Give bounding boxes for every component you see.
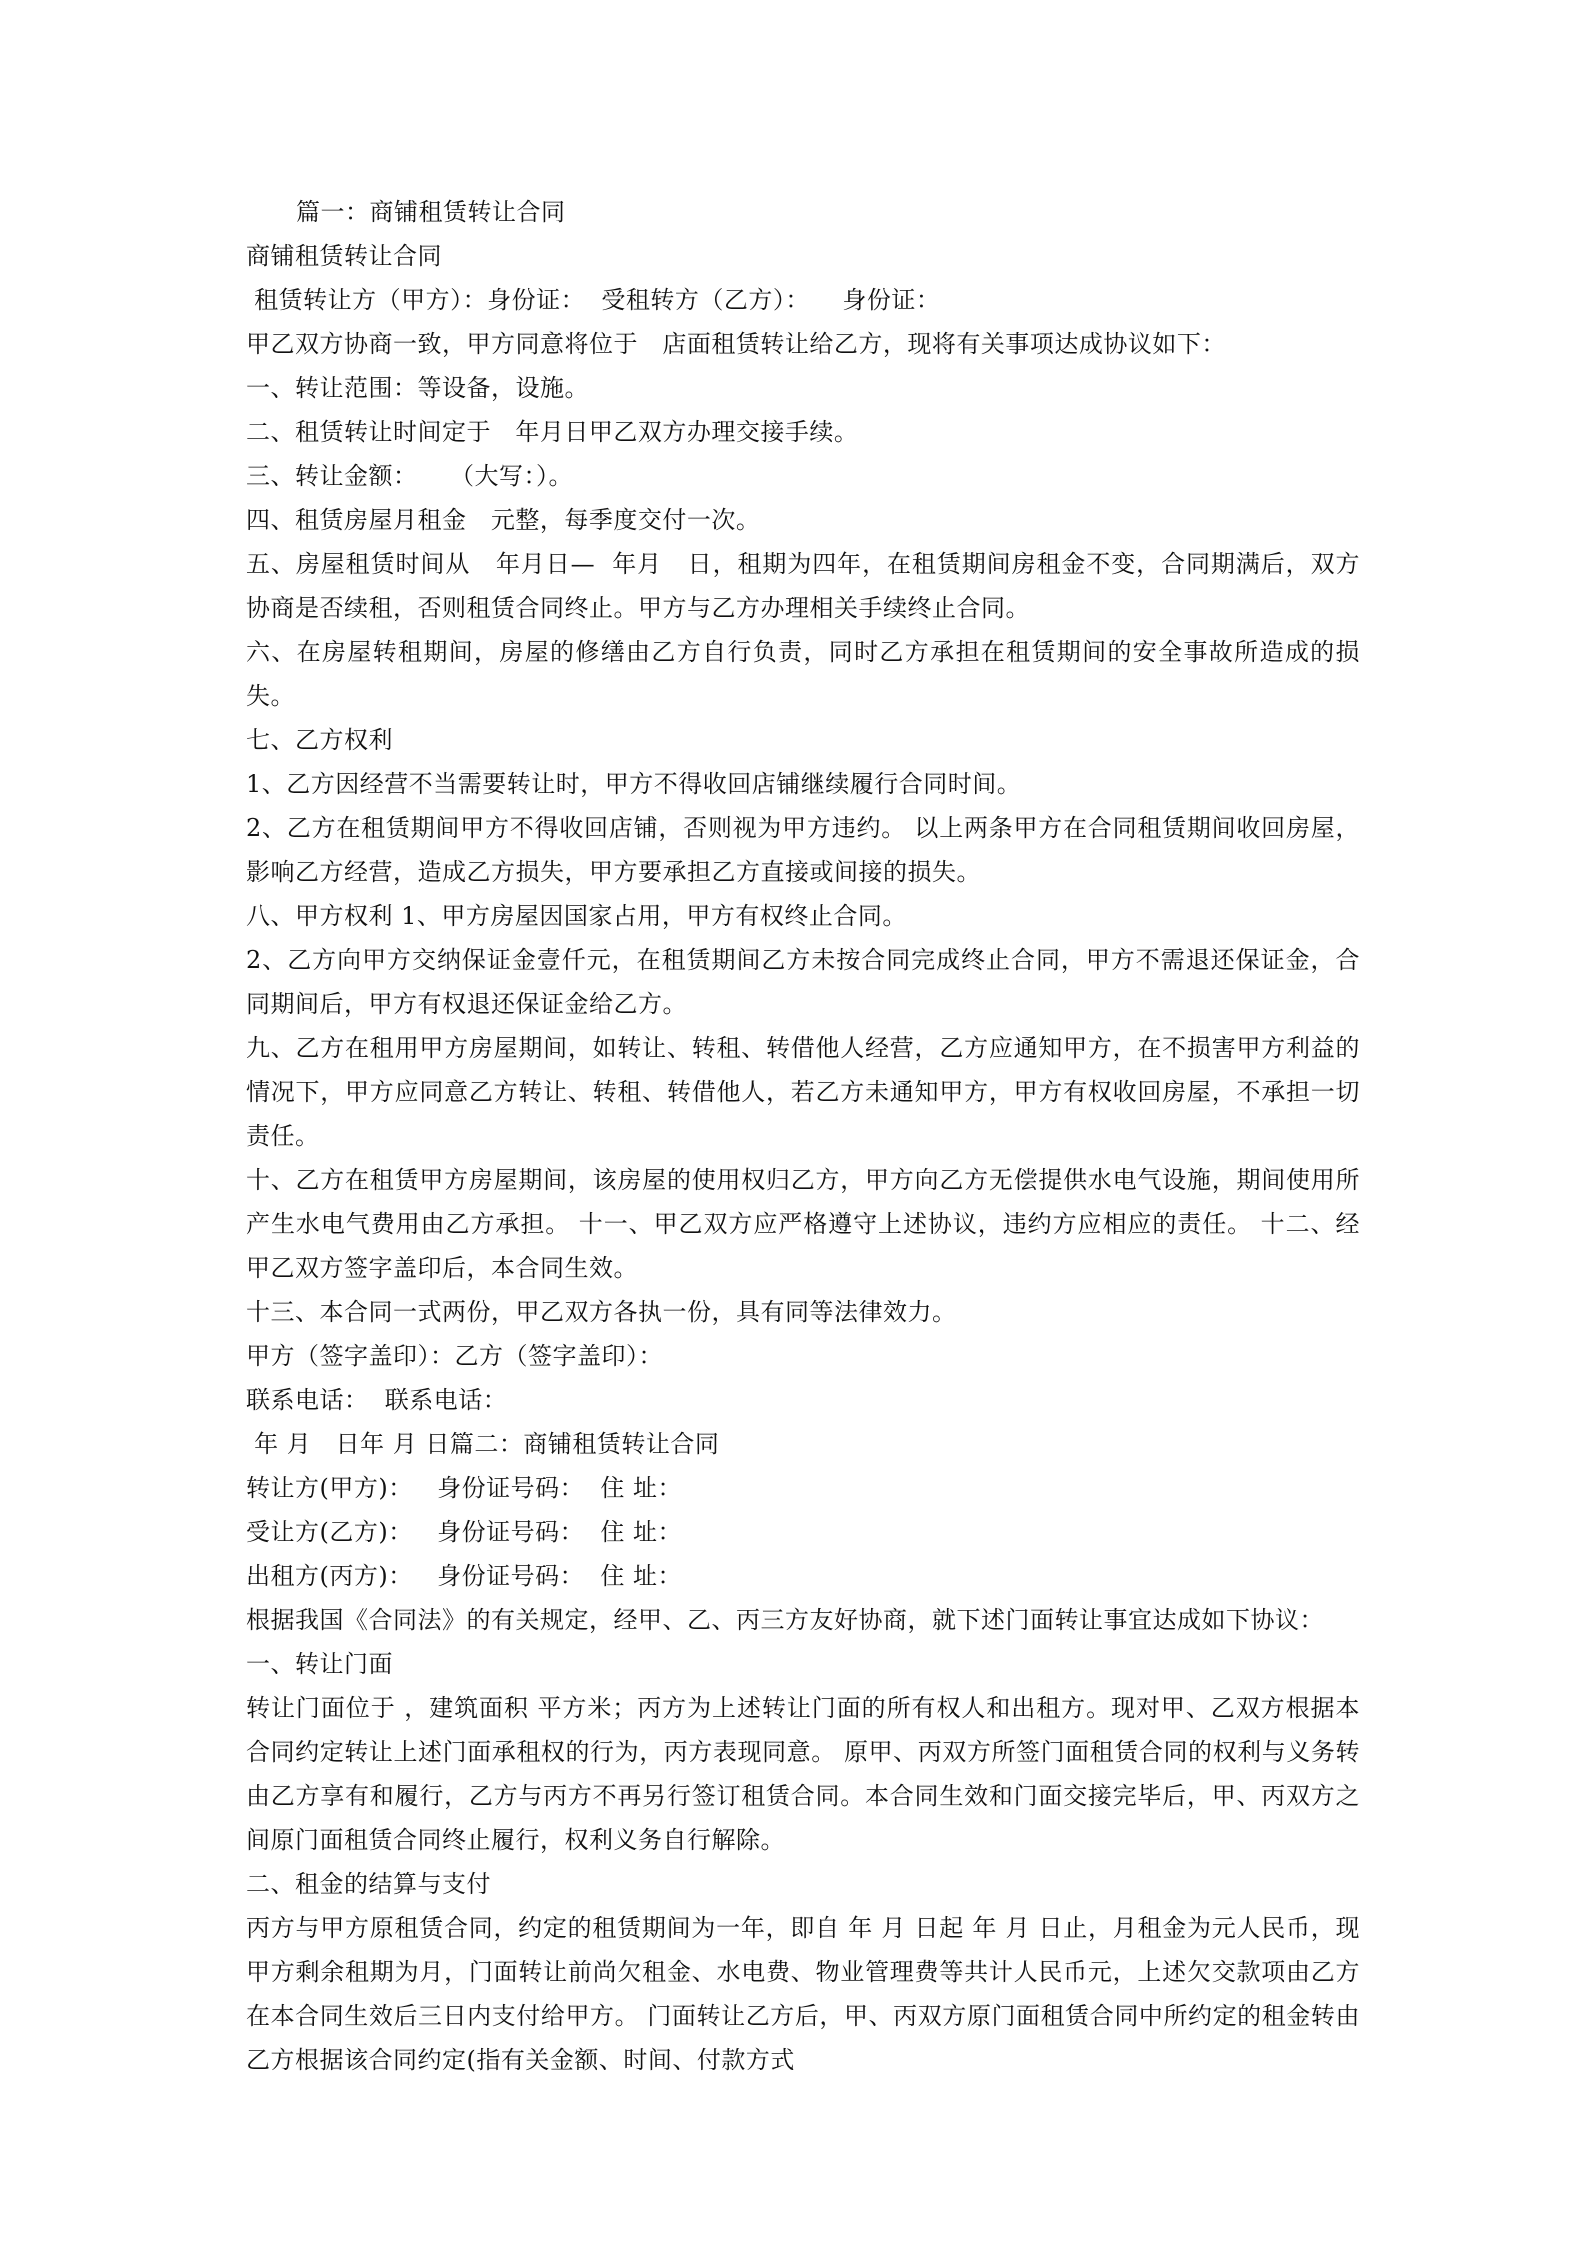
paragraph: 十、乙方在租赁甲方房屋期间，该房屋的使用权归乙方，甲方向乙方无偿提供水电气设施，期间使用所产生水电气费用由乙方承担。 十一、甲乙双方应严格遵守上述协议，违约方应相应的责任。 十二、经甲乙双方签字盖印后，本合同生效。 xyxy=(246,1166,1360,1282)
paragraph: 2、乙方向甲方交纳保证金壹仟元，在租赁期间乙方未按合同完成终止合同，甲方不需退还保证金，合同期间后，甲方有权退还保证金给乙方。 xyxy=(246,946,1360,1018)
paragraph: 租赁转让方（甲方）：身份证： 受租转方（乙方）： 身份证： xyxy=(246,286,941,314)
document-heading: 篇一：商铺租赁转让合同 xyxy=(296,198,566,226)
contract-title: 商铺租赁转让合同 xyxy=(246,242,442,270)
paragraph: 甲乙双方协商一致，甲方同意将位于 店面租赁转让给乙方，现将有关事项达成协议如下： xyxy=(246,330,1226,358)
paragraph: 丙方与甲方原租赁合同，约定的租赁期间为一年，即自 年 月 日起 年 月 日止，月租金为元人民币，现甲方剩余租期为月，门面转让前尚欠租金、水电费、物业管理费等共计人民币元，上述欠交款项由乙方在本合同生效后三日内支付给甲方。 门面转让乙方后，甲、丙双方原门面租赁合同中所约定的租金转由乙方根据该合同约定(指有关金额、时间、付款方式 xyxy=(246,1914,1360,2074)
contact-line: 联系电话： 联系电话： xyxy=(246,1386,508,1414)
paragraph: 1、乙方因经营不当需要转让时，甲方不得收回店铺继续履行合同时间。 xyxy=(246,770,1022,798)
paragraph: 2、乙方在租赁期间甲方不得收回店铺，否则视为甲方违约。 以上两条甲方在合同租赁期间收回房屋，影响乙方经营，造成乙方损失，甲方要承担乙方直接或间接的损失。 xyxy=(246,814,1360,886)
paragraph: 转让门面位于 ，建筑面积 平方米；丙方为上述转让门面的所有权人和出租方。现对甲、乙双方根据本合同约定转让上述门面承租权的行为，丙方表现同意。 原甲、丙双方所签门面租赁合同的权利与义务转由乙方享有和履行，乙方与丙方不再另行签订租赁合同。本合同生效和门面交接完毕后，甲、丙双方之间原门面租赁合同终止履行，权利义务自行解除。 xyxy=(246,1694,1360,1854)
paragraph: 三、转让金额： （大写：）。 xyxy=(246,462,574,490)
paragraph: 九、乙方在租用甲方房屋期间，如转让、转租、转借他人经营，乙方应通知甲方，在不损害甲方利益的情况下，甲方应同意乙方转让、转租、转借他人，若乙方未通知甲方，甲方有权收回房屋，不承担一切责任。 xyxy=(246,1034,1360,1150)
paragraph: 七、乙方权利 xyxy=(246,726,393,754)
paragraph: 四、租赁房屋月租金 元整，每季度交付一次。 xyxy=(246,506,761,534)
section-heading: 二、租金的结算与支付 xyxy=(246,1870,491,1898)
paragraph: 一、转让范围：等设备，设施。 xyxy=(246,374,589,402)
paragraph: 根据我国《合同法》的有关规定，经甲、乙、丙三方友好协商，就下述门面转让事宜达成如下协议： xyxy=(246,1606,1324,1634)
paragraph: 二、租赁转让时间定于 年月日甲乙双方办理交接手续。 xyxy=(246,418,859,446)
section-heading: 一、转让门面 xyxy=(246,1650,393,1678)
paragraph: 六、在房屋转租期间，房屋的修缮由乙方自行负责，同时乙方承担在租赁期间的安全事故所造成的损失。 xyxy=(246,638,1360,710)
party-line: 出租方(丙方)： 身份证号码： 住 址： xyxy=(246,1562,682,1590)
date-line: 年 月 日年 月 日篇二：商铺租赁转让合同 xyxy=(246,1430,720,1458)
paragraph: 十三、本合同一式两份，甲乙双方各执一份，具有同等法律效力。 xyxy=(246,1298,957,1326)
party-line: 受让方(乙方)： 身份证号码： 住 址： xyxy=(246,1518,682,1546)
signature-line: 甲方（签字盖印）：乙方（签字盖印）： xyxy=(246,1342,663,1370)
paragraph: 五、房屋租赁时间从 年月日— 年月 日，租期为四年，在租赁期间房租金不变，合同期满后，双方协商是否续租，否则租赁合同终止。甲方与乙方办理相关手续终止合同。 xyxy=(246,550,1360,622)
party-line: 转让方(甲方)： 身份证号码： 住 址： xyxy=(246,1474,682,1502)
document-body xyxy=(246,190,1360,2082)
paragraph: 八、甲方权利 1、甲方房屋因国家占用，甲方有权终止合同。 xyxy=(246,902,907,930)
